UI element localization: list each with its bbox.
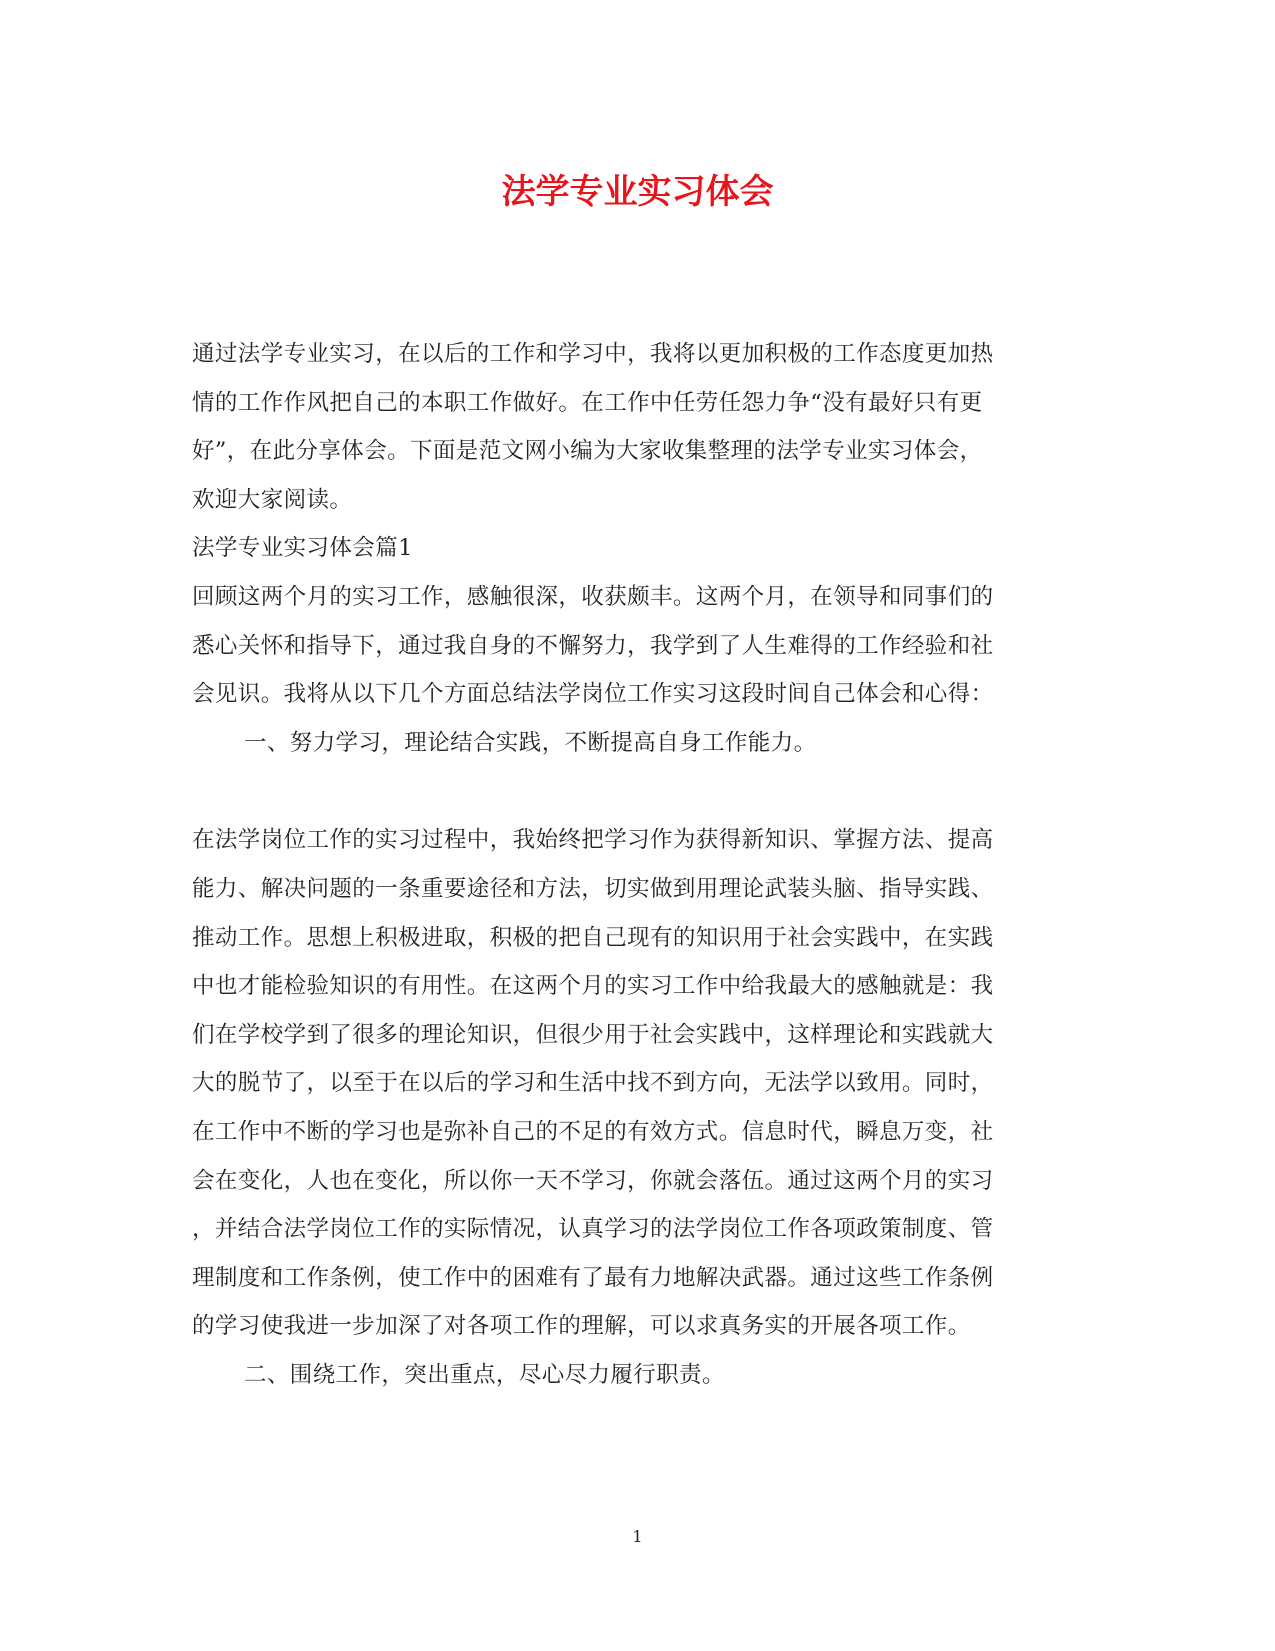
paragraph-line: 中也才能检验知识的有用性。在这两个月的实习工作中给我最大的感触就是：我 xyxy=(192,973,994,1000)
document-body xyxy=(192,330,1072,1399)
paragraph-line: 悉心关怀和指导下，通过我自身的不懈努力，我学到了人生难得的工作经验和社 xyxy=(192,632,994,659)
paragraph-line: 在法学岗位工作的实习过程中，我始终把学习作为获得新知识、掌握方法、提高 xyxy=(192,827,994,854)
paragraph-line: 们在学校学到了很多的理论知识，但很少用于社会实践中，这样理论和实践就大 xyxy=(192,1021,994,1048)
intro-line: 好”，在此分享体会。下面是范文网小编为大家收集整理的法学专业实习体会， xyxy=(192,438,983,465)
paragraph-line: 会见识。我将从以下几个方面总结法学岗位工作实习这段时间自己体会和心得： xyxy=(192,681,994,708)
paragraph-line: ，并结合法学岗位工作的实际情况，认真学习的法学岗位工作各项政策制度、管 xyxy=(192,1216,994,1243)
page-number: 1 xyxy=(632,1527,643,1546)
paragraph-line: 大的脱节了，以至于在以后的学习和生活中找不到方向，无法学以致用。同时， xyxy=(192,1070,994,1097)
point-heading-2: 二、围绕工作，突出重点，尽心尽力履行职责。 xyxy=(244,1361,725,1388)
paragraph-line: 会在变化，人也在变化，所以你一天不学习，你就会落伍。通过这两个月的实习 xyxy=(192,1167,994,1194)
section-heading: 法学专业实习体会篇1 xyxy=(192,535,413,562)
intro-line: 欢迎大家阅读。 xyxy=(192,486,353,513)
paragraph-line: 理制度和工作条例，使工作中的困难有了最有力地解决武器。通过这些工作条例 xyxy=(192,1264,994,1291)
point-heading-1: 一、努力学习，理论结合实践，不断提高自身工作能力。 xyxy=(244,729,817,756)
page-title: 法学专业实习体会 xyxy=(501,172,774,212)
intro-line: 通过法学专业实习，在以后的工作和学习中，我将以更加积极的工作态度更加热 xyxy=(192,341,994,367)
intro-line: 情的工作作风把自己的本职工作做好。在工作中任劳任怨力争“没有最好只有更 xyxy=(192,389,983,416)
paragraph-line: 推动工作。思想上积极进取，积极的把自己现有的知识用于社会实践中，在实践 xyxy=(192,924,994,951)
paragraph-line: 在工作中不断的学习也是弥补自己的不足的有效方式。信息时代，瞬息万变，社 xyxy=(192,1118,994,1145)
paragraph-line: 回顾这两个月的实习工作，感触很深，收获颇丰。这两个月，在领导和同事们的 xyxy=(192,583,994,610)
paragraph-line: 能力、解决问题的一条重要途径和方法，切实做到用理论武装头脑、指导实践、 xyxy=(192,875,994,902)
spacer xyxy=(192,767,1072,816)
paragraph-line: 的学习使我进一步加深了对各项工作的理解，可以求真务实的开展各项工作。 xyxy=(192,1313,971,1340)
